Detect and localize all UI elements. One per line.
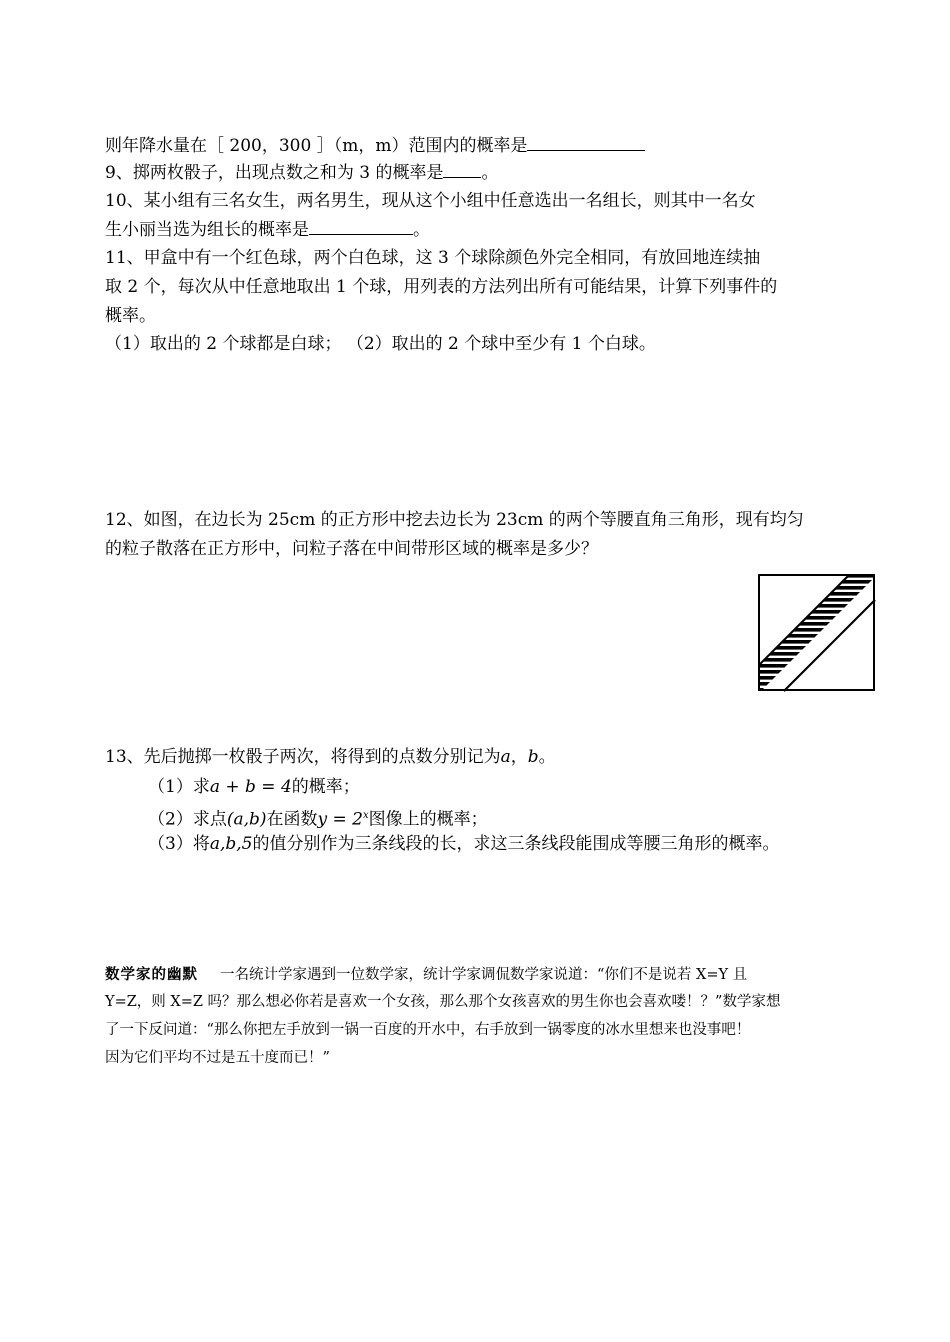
q13-p3-suffix: 的值分别作为三条线段的长，求这三条线段能围成等腰三角形的概率。	[252, 834, 780, 854]
joke-text-1: 一名统计学家遇到一位数学家，统计学家调侃数学家说道：“你们不是说若 X=Y 且	[220, 967, 748, 983]
q13-p2-exponent: x	[363, 810, 369, 821]
q10-answer-blank[interactable]	[309, 218, 413, 235]
q11-text-4: （1）取出的 2 个球都是白球； （2）取出的 2 个球中至少有 1 个白球。	[105, 334, 656, 354]
q10-end: 。	[413, 220, 430, 240]
q12-text-1: 12、如图，在边长为 25cm 的正方形中挖去边长为 23cm 的两个等腰直角三角形，现有均匀	[105, 510, 804, 530]
q11-line-1	[105, 247, 760, 269]
q13-p2-point: (a,b)	[226, 809, 267, 830]
q8-tail-line	[105, 134, 645, 157]
q10-text-2: 生小丽当选为组长的概率是	[105, 220, 309, 240]
q13-p1-prefix: （1）求	[148, 777, 210, 797]
q11-text-1: 11、甲盒中有一个红色球，两个白色球，这 3 个球除颜色外完全相同，有放回地连续抽	[105, 248, 761, 268]
q13-part-3	[148, 833, 779, 855]
q13-end: 。	[538, 747, 556, 767]
q9-line	[105, 161, 498, 184]
q9-text: 9、掷两枚骰子，出现点数之和为 3 的概率是	[105, 163, 444, 183]
q13-p2-prefix: （2）求点	[148, 809, 227, 830]
q12-line-1	[105, 509, 804, 531]
q13-part-1	[148, 776, 360, 798]
q13-var-a: a	[500, 747, 511, 767]
q10-text-1: 10、某小组有三名女生，两名男生，现从这个小组中任意选出一名组长，则其中一名女	[105, 191, 756, 211]
q10-line-2	[105, 218, 430, 241]
q13-p2-suffix: 图像上的概率；	[368, 809, 488, 830]
joke-line-4	[105, 1047, 330, 1069]
q8-answer-blank[interactable]	[527, 134, 645, 151]
q13-line-1	[105, 746, 556, 768]
q9-end: 。	[481, 163, 499, 183]
q13-p2-mid: 在函数	[266, 809, 318, 830]
joke-line-1	[105, 964, 747, 986]
q13-text-1: 13、先后抛掷一枚骰子两次，将得到的点数分别记为	[105, 747, 501, 767]
joke-text-4: 因为它们平均不过是五十度而已！”	[105, 1050, 330, 1066]
q13-var-b: b	[527, 747, 539, 767]
joke-title: 数学家的幽默	[105, 967, 198, 983]
q11-text-3: 概率。	[105, 306, 156, 326]
q11-line-2	[105, 276, 777, 298]
q13-part-2	[148, 805, 488, 831]
q11-line-4	[105, 333, 656, 355]
joke-line-3	[105, 1019, 750, 1041]
q10-line-1	[105, 190, 756, 212]
q13-p3-prefix: （3）将	[148, 834, 210, 854]
q11-line-3	[105, 305, 156, 327]
q13-p1-expr: a + b = 4	[209, 777, 292, 797]
q11-text-2: 取 2 个，每次从中任意地取出 1 个球，用列表的方法列出所有可能结果，计算下列事件的	[105, 277, 778, 297]
q9-answer-blank[interactable]	[443, 161, 481, 178]
joke-text-3: 了一下反问道：“那么你把左手放到一锅一百度的开水中，右手放到一锅零度的冰水里想来也没事吧！	[105, 1022, 751, 1038]
q13-p3-values: a,b,5	[209, 834, 253, 854]
q8-tail-text: 则年降水量在［ 200，300 ］（m，m）范围内的概率是	[105, 136, 528, 156]
q13-p2-func: y = 2	[317, 809, 363, 830]
square-band-figure	[758, 574, 876, 692]
q12-text-2: 的粒子散落在正方形中，问粒子落在中间带形区域的概率是多少？	[105, 539, 598, 559]
q13-p1-suffix: 的概率；	[291, 777, 360, 797]
joke-line-2	[105, 991, 780, 1013]
joke-text-2: Y=Z，则 X=Z 吗？那么想必你若是喜欢一个女孩，那么那个女孩喜欢的男生你也会喜欢喽！？”数学家想	[105, 994, 781, 1010]
q12-line-2	[105, 538, 598, 560]
q13-sep: ，	[510, 747, 528, 767]
